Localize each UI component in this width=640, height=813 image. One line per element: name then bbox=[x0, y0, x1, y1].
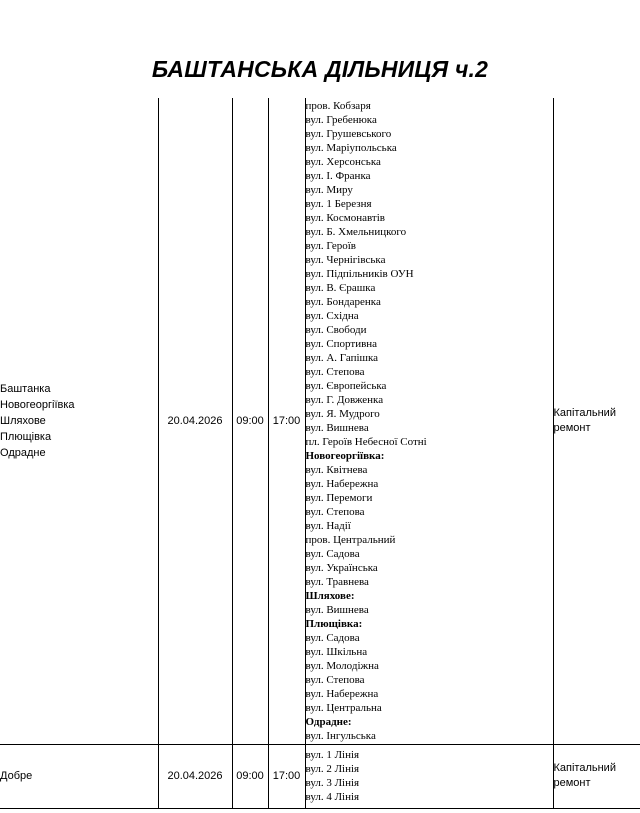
outage-table bbox=[0, 98, 640, 809]
settlement-name: Добре bbox=[0, 770, 33, 782]
work-type-text: ремонт bbox=[553, 777, 591, 789]
streets-cell bbox=[305, 98, 553, 744]
work-type-cell bbox=[553, 744, 640, 808]
date-cell: 20.04.2026 bbox=[158, 98, 232, 744]
end-time-cell: 17:00 bbox=[268, 98, 305, 744]
start-time-cell: 09:00 bbox=[232, 98, 268, 744]
work-type-text: ремонт bbox=[553, 421, 591, 434]
street-item: вул. Я. Мудрого bbox=[305, 407, 380, 420]
outage-table-body bbox=[0, 98, 640, 808]
streets-cell bbox=[305, 744, 553, 808]
work-type-text: Капітальний bbox=[553, 406, 616, 419]
street-item: вул. Степова bbox=[305, 365, 365, 378]
settlement-heading: Одрадне: bbox=[305, 715, 352, 728]
street-item: вул. Спортивна bbox=[305, 337, 378, 350]
street-item: вул. Бондаренка bbox=[305, 295, 381, 308]
street-item: вул. Херсонська bbox=[305, 155, 381, 168]
settlement-name: Новогеоргіївка bbox=[0, 398, 75, 411]
street-item: вул. Космонавтів bbox=[305, 211, 385, 224]
street-item: вул. Молодіжна bbox=[305, 659, 379, 672]
table-row bbox=[0, 98, 640, 744]
street-item: вул. Гребенюка bbox=[305, 113, 377, 126]
street-item: вул. 2 Лінія bbox=[305, 763, 360, 775]
street-item: вул. Центральна bbox=[305, 701, 382, 714]
street-item: вул. Перемоги bbox=[305, 491, 373, 504]
street-item: вул. Садова bbox=[305, 547, 360, 560]
settlements-cell bbox=[0, 744, 158, 808]
street-item: вул. Українська bbox=[305, 561, 378, 574]
table-row bbox=[0, 744, 640, 808]
street-item: вул. Свободи bbox=[305, 323, 367, 336]
street-item: вул. Чернігівська bbox=[305, 253, 386, 266]
street-item: вул. Б. Хмельницкого bbox=[305, 225, 407, 238]
street-item: вул. Садова bbox=[305, 631, 360, 644]
work-type-cell bbox=[553, 98, 640, 744]
street-item: вул. А. Гапішка bbox=[305, 351, 379, 364]
street-item: вул. Східна bbox=[305, 309, 359, 322]
date-cell: 20.04.2026 bbox=[158, 744, 232, 808]
page-title: БАШТАНСЬКА ДІЛЬНИЦЯ ч.2 bbox=[151, 56, 489, 82]
street-item: вул. Грушевського bbox=[305, 127, 392, 140]
street-item: вул. Європейська bbox=[305, 379, 387, 392]
street-item: вул. Миру bbox=[305, 183, 353, 196]
settlement-heading: Плющівка: bbox=[305, 617, 363, 630]
street-item: вул. Маріупольська bbox=[305, 141, 397, 154]
work-type-text: Капітальний bbox=[553, 762, 616, 774]
street-item: вул. Героїв bbox=[305, 239, 356, 252]
street-item: вул. Г. Довженка bbox=[305, 393, 384, 406]
street-item: вул. 3 Лінія bbox=[305, 777, 360, 789]
settlement-name: Баштанка bbox=[0, 382, 51, 395]
street-item: вул. Вишнева bbox=[305, 603, 369, 616]
start-time-cell: 09:00 bbox=[232, 744, 268, 808]
street-item: вул. 4 Лінія bbox=[305, 791, 360, 803]
street-item: пл. Героїв Небесної Сотні bbox=[305, 435, 427, 448]
settlement-heading: Новогеоргіївка: bbox=[305, 449, 385, 462]
street-item: вул. Набережна bbox=[305, 477, 379, 490]
street-item: вул. 1 Лінія bbox=[305, 749, 360, 761]
street-item: вул. Степова bbox=[305, 505, 365, 518]
street-item: пров. Кобзаря bbox=[305, 99, 371, 112]
settlement-name: Плющівка bbox=[0, 430, 52, 443]
street-item: вул. Квітнева bbox=[305, 463, 368, 476]
street-item: вул. Підпільників ОУН bbox=[305, 267, 414, 280]
settlement-heading: Шляхове: bbox=[305, 589, 355, 602]
street-item: вул. Вишнева bbox=[305, 421, 369, 434]
street-item: вул. В. Єрашка bbox=[305, 281, 376, 294]
settlement-name: Одрадне bbox=[0, 446, 46, 459]
street-item: вул. Степова bbox=[305, 673, 365, 686]
settlement-name: Шляхове bbox=[0, 414, 46, 427]
street-item: пров. Центральний bbox=[305, 533, 396, 546]
street-item: вул. Шкільна bbox=[305, 645, 368, 658]
street-item: вул. Набережна bbox=[305, 687, 379, 700]
street-item: вул. Інгульська bbox=[305, 729, 376, 742]
street-item: вул. І. Франка bbox=[305, 169, 371, 182]
street-item: вул. Травнева bbox=[305, 575, 369, 588]
end-time-cell: 17:00 bbox=[268, 744, 305, 808]
street-item: вул. Надії bbox=[305, 519, 351, 532]
settlements-cell bbox=[0, 98, 158, 744]
street-item: вул. 1 Березня bbox=[305, 197, 372, 210]
